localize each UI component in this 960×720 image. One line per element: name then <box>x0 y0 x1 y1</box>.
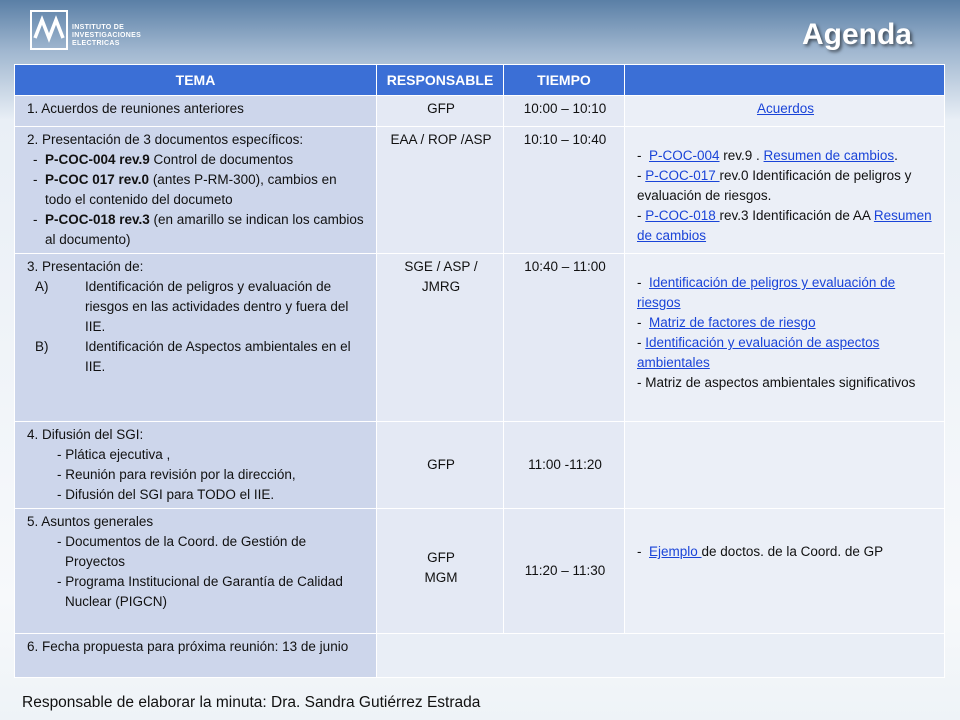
row2-tema: 2. Presentación de 3 documentos específicos: - P-COC-004 rev.9 Control de documentos - P-COC 017 rev.0 (antes P-RM-300), cambios en todo el contenido del documeto - P-COC-018 rev.3 (en amarillo se indican los cambios al documento) <box>15 127 377 254</box>
institute-logo <box>30 10 170 60</box>
row2-docs: - P-COC-004 rev.9 . Resumen de cambios. - P-COC-017 rev.0 Identificación de peligros y evaluación de riesgos. - P-COC-018 rev.3 Identificación de AA Resumen de cambios <box>625 127 945 254</box>
p-coc-017-link[interactable]: P-COC-017 <box>645 168 720 183</box>
table-row <box>15 127 945 254</box>
row3-tema: 3. Presentación de: A) Identificación de peligros y evaluación de riesgos en las actividades dentro y fuera del IIE. B) Identificación de Aspectos ambientales en el IIE. <box>15 254 377 422</box>
header-responsable: RESPONSABLE <box>377 65 504 96</box>
table-row <box>15 422 945 509</box>
identificacion-peligros-link[interactable]: Identificación de peligros y evaluación de riesgos <box>637 275 896 310</box>
resumen-cambios-link[interactable]: Resumen de cambios <box>763 148 895 163</box>
header-docs <box>625 65 945 96</box>
row4-resp: GFP <box>377 422 504 509</box>
matriz-riesgo-link[interactable]: Matriz de factores de riesgo <box>649 315 816 330</box>
ejemplo-link[interactable]: Ejemplo <box>649 544 702 559</box>
row6-tema: 6. Fecha propuesta para próxima reunión: 13 de junio <box>15 634 377 678</box>
p-coc-004-link[interactable]: P-COC-004 <box>649 148 720 163</box>
page-title: Agenda <box>801 18 912 51</box>
header-row <box>15 65 945 96</box>
agenda-table <box>14 64 945 678</box>
acuerdos-link[interactable]: Acuerdos <box>756 101 815 116</box>
row3-resp: SGE / ASP / JMRG <box>377 254 504 422</box>
row3-docs: - Identificación de peligros y evaluación de riesgos - Matriz de factores de riesgo - Identificación y evaluación de aspectos ambientales - Matriz de aspectos ambientales significativos <box>625 254 945 422</box>
table-row <box>15 634 945 678</box>
header-tiempo: TIEMPO <box>504 65 625 96</box>
table-row <box>15 96 945 127</box>
logo-mark-icon <box>30 10 68 50</box>
row3-time: 10:40 – 11:00 <box>504 254 625 422</box>
row2-resp: EAA / ROP /ASP <box>377 127 504 254</box>
row4-tema: 4. Difusión del SGI: - Plática ejecutiva , - Reunión para revisión por la dirección, - Difusión del SGI para TODO el IIE. <box>15 422 377 509</box>
logo-text: INSTITUTO DE INVESTIGACIONES ELECTRICAS <box>72 24 142 47</box>
row1-docs <box>625 96 945 127</box>
row4-time: 11:00 -11:20 <box>504 422 625 509</box>
p-coc-018-link[interactable]: P-COC-018 <box>645 208 720 223</box>
table-row <box>15 509 945 634</box>
resumen-cambios-018-link[interactable]: Resumen de cambios <box>637 208 932 243</box>
table-row <box>15 254 945 422</box>
row1-resp: GFP <box>377 96 504 127</box>
row2-time: 10:10 – 10:40 <box>504 127 625 254</box>
row6-blank <box>377 634 945 678</box>
footer-note: Responsable de elaborar la minuta: Dra. Sandra Gutiérrez Estrada <box>22 694 481 711</box>
row5-docs: - Ejemplo de doctos. de la Coord. de GP <box>625 509 945 634</box>
row5-tema: 5. Asuntos generales - Documentos de la Coord. de Gestión de Proyectos - Programa Institucional de Garantía de Calidad Nuclear (PIGCN) <box>15 509 377 634</box>
aspectos-ambientales-link[interactable]: Identificación y evaluación de aspectos ambientales <box>637 335 880 370</box>
row1-time: 10:00 – 10:10 <box>504 96 625 127</box>
row4-docs <box>625 422 945 509</box>
header-tema: TEMA <box>15 65 377 96</box>
row5-time: 11:20 – 11:30 <box>504 509 625 634</box>
row5-resp: GFP MGM <box>377 509 504 634</box>
row1-tema: 1. Acuerdos de reuniones anteriores <box>15 96 377 127</box>
